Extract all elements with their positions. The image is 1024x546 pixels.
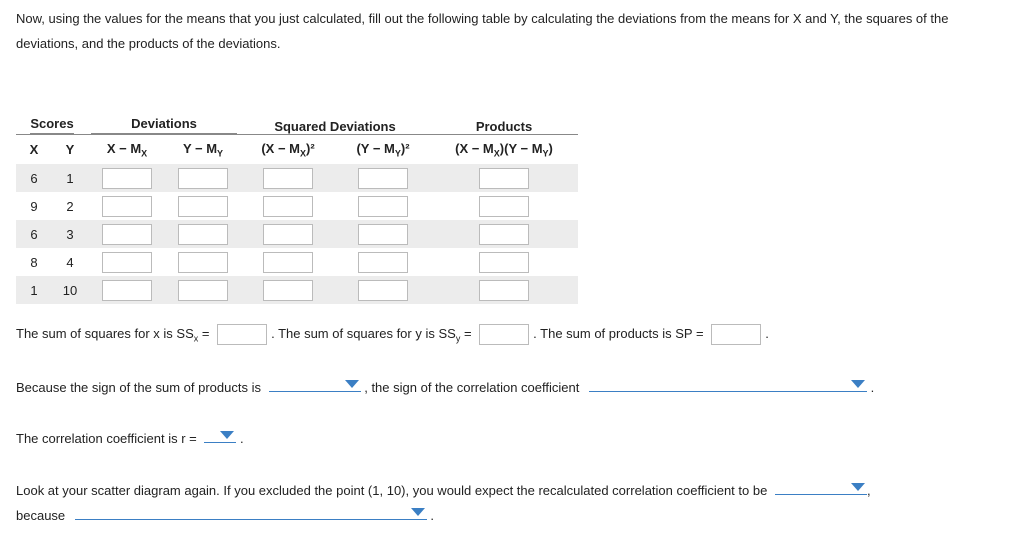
deviation-y-input[interactable] xyxy=(178,252,228,273)
header-sq-x: $(X - M_X)^2$ xyxy=(240,135,336,165)
recalc-r-dropdown[interactable] xyxy=(775,480,867,495)
table-row xyxy=(16,164,578,192)
score-y: 10 xyxy=(52,276,88,304)
score-x: 6 xyxy=(16,164,52,192)
scatter-line: Look at your scatter diagram again. If you excluded the point (1, 10), you would expect the recalculated correlation coefficient to be , xyxy=(16,480,871,498)
squared-x-input[interactable] xyxy=(263,252,313,273)
deviation-x-input[interactable] xyxy=(102,224,152,245)
score-y: 4 xyxy=(66,254,74,270)
score-x: 1 xyxy=(16,276,52,304)
deviation-y-input[interactable] xyxy=(178,224,228,245)
product-input[interactable] xyxy=(479,196,529,217)
score-y: 2 xyxy=(66,198,74,214)
header-product: $(X - M_X)(Y - M_Y)$ xyxy=(430,135,578,165)
sums-line: The sum of squares for x is $SS_x$ = . The sum of squares for y is $SS_y$ = . The sum of products is SP = . xyxy=(16,325,769,344)
squared-y-input[interactable] xyxy=(358,224,408,245)
chevron-down-icon xyxy=(220,431,234,439)
squared-x-input[interactable] xyxy=(263,280,313,301)
score-x: 6 xyxy=(16,220,52,248)
product-input[interactable] xyxy=(479,224,529,245)
deviation-x-input[interactable] xyxy=(102,168,152,189)
group-products: Products xyxy=(475,119,533,134)
header-sq-y: $(Y - M_Y)^2$ xyxy=(336,135,430,165)
ssx-input[interactable] xyxy=(217,324,267,345)
product-input[interactable] xyxy=(479,252,529,273)
table-row xyxy=(16,220,578,248)
sign-line: Because the sign of the sum of products is , the sign of the correlation coefficient . xyxy=(16,377,874,395)
squared-x-input[interactable] xyxy=(263,168,313,189)
deviations-table xyxy=(16,106,578,304)
table-row xyxy=(16,276,578,304)
squared-x-input[interactable] xyxy=(263,196,313,217)
score-x: 8 xyxy=(30,254,38,270)
group-deviations: Deviations xyxy=(88,106,240,135)
ssy-input[interactable] xyxy=(479,324,529,345)
chevron-down-icon xyxy=(411,508,425,516)
table-row xyxy=(16,248,578,276)
deviation-y-input[interactable] xyxy=(178,168,228,189)
table-row xyxy=(16,192,578,220)
deviation-y-input[interactable] xyxy=(178,196,228,217)
score-x: 9 xyxy=(30,198,38,214)
chevron-down-icon xyxy=(851,380,865,388)
r-sign-dropdown[interactable] xyxy=(589,377,867,392)
deviation-y-input[interactable] xyxy=(178,280,228,301)
chevron-down-icon xyxy=(851,483,865,491)
instructions: Now, using the values for the means that you just calculated, fill out the following table by calculating the deviations from the means for X and Y, the squares of the deviations, and the products of the deviations. xyxy=(16,11,949,51)
correlation-line: The correlation coefficient is r = . xyxy=(16,428,244,446)
header-y: Y xyxy=(52,135,88,165)
product-input[interactable] xyxy=(479,168,529,189)
deviation-x-input[interactable] xyxy=(102,280,152,301)
because-line: because . xyxy=(16,505,434,523)
squared-x-input[interactable] xyxy=(263,224,313,245)
chevron-down-icon xyxy=(345,380,359,388)
deviation-x-input[interactable] xyxy=(102,252,152,273)
squared-y-input[interactable] xyxy=(358,252,408,273)
sp-input[interactable] xyxy=(711,324,761,345)
reason-dropdown[interactable] xyxy=(75,505,427,520)
product-input[interactable] xyxy=(479,280,529,301)
header-y-minus-my: $Y - M_Y$ xyxy=(166,135,240,165)
deviation-x-input[interactable] xyxy=(102,196,152,217)
score-y: 3 xyxy=(52,220,88,248)
header-x: X xyxy=(16,135,52,165)
group-squared: Squared Deviations xyxy=(274,119,396,134)
r-value-dropdown[interactable] xyxy=(204,428,236,443)
group-scores: Scores xyxy=(16,106,88,135)
sp-sign-dropdown[interactable] xyxy=(269,377,361,392)
score-y: 1 xyxy=(52,164,88,192)
header-x-minus-mx: $X - M_X$ xyxy=(88,135,166,165)
squared-y-input[interactable] xyxy=(358,168,408,189)
squared-y-input[interactable] xyxy=(358,196,408,217)
squared-y-input[interactable] xyxy=(358,280,408,301)
